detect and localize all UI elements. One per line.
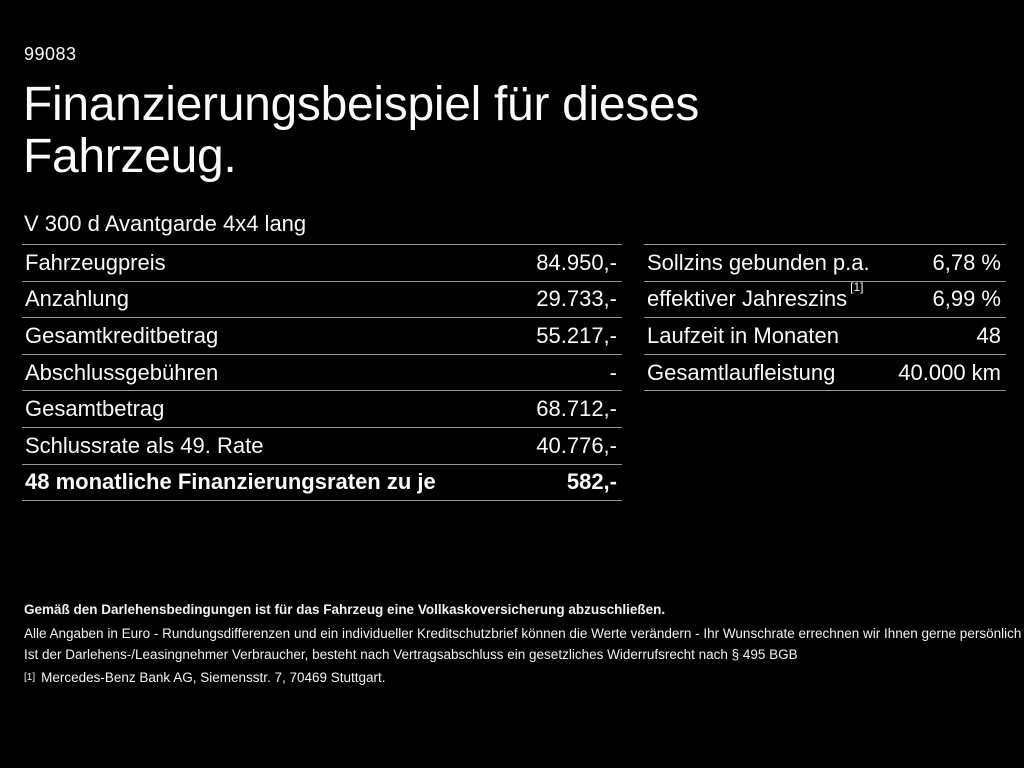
- page-title-line1: Finanzierungsbeispiel für dieses: [23, 78, 700, 131]
- row-label-text: effektiver Jahreszins: [647, 286, 848, 312]
- table-row-abschlussgebuehren: [22, 355, 622, 392]
- table-row-laufzeit: [644, 318, 1006, 355]
- row-label: Gesamtlaufleistung: [647, 359, 836, 385]
- table-row-anzahlung: [22, 282, 622, 319]
- footnote: [24, 670, 386, 685]
- row-label: Anzahlung: [25, 286, 129, 312]
- disclaimer-insurance: Gemäß den Darlehensbedingungen ist für das Fahrzeug eine Vollkaskoversicherung abzuschließen.: [24, 602, 666, 617]
- row-value: 40.776,-: [536, 432, 617, 458]
- row-value: 84.950,-: [536, 249, 617, 275]
- row-label: Abschlussgebühren: [25, 359, 219, 385]
- row-value: 6,78 %: [932, 249, 1001, 275]
- financing-table: [22, 244, 622, 501]
- row-label: Sollzins gebunden p.a.: [647, 249, 870, 275]
- table-row-sollzins: [644, 245, 1006, 282]
- row-label: [647, 280, 864, 312]
- table-row-gesamtkreditbetrag: [22, 318, 622, 355]
- row-label: Fahrzeugpreis: [25, 249, 166, 275]
- conditions-table: [644, 244, 1006, 391]
- row-value: 48: [976, 322, 1001, 348]
- row-value: -: [609, 359, 617, 385]
- document-number: 99083: [24, 44, 77, 64]
- disclaimer-withdrawal: Ist der Darlehens-/Leasingnehmer Verbraucher, besteht nach Vertragsabschluss ein gesetzliches Widerrufsrecht nach § 495 BGB: [24, 647, 798, 662]
- disclaimer-euro-note: Alle Angaben in Euro - Rundungsdifferenzen und ein individueller Kreditschutzbrief können die Werte verändern - Ihr Wunschrate errechnen wir Ihnen gerne persönlich: [24, 626, 1022, 641]
- row-value: 55.217,-: [536, 322, 617, 348]
- row-label: Laufzeit in Monaten: [647, 322, 840, 348]
- row-label: Gesamtbetrag: [25, 396, 165, 422]
- row-value: 68.712,-: [536, 396, 617, 422]
- row-label: 48 monatliche Finanzierungsraten zu je: [25, 469, 436, 495]
- row-value: 40.000 km: [898, 359, 1001, 385]
- row-value: 582,-: [566, 469, 617, 495]
- row-value: 29.733,-: [536, 286, 617, 312]
- table-row-fahrzeugpreis: [22, 245, 622, 282]
- footnote-marker: [1]: [24, 672, 36, 683]
- page-title: [23, 79, 699, 183]
- page-title-line2: Fahrzeug.: [23, 130, 237, 183]
- footnote-text: Mercedes-Benz Bank AG, Siemensstr. 7, 70469 Stuttgart.: [41, 670, 386, 685]
- table-row-gesamtbetrag: [22, 391, 622, 428]
- table-row-schlussrate: [22, 428, 622, 465]
- row-value: 6,99 %: [932, 286, 1001, 312]
- row-label: Schlussrate als 49. Rate: [25, 432, 264, 458]
- vehicle-model: V 300 d Avantgarde 4x4 lang: [24, 211, 307, 236]
- footnote-reference: [1]: [850, 280, 864, 295]
- table-row-effektiver-jahreszins: [644, 282, 1006, 319]
- row-label: Gesamtkreditbetrag: [25, 322, 219, 348]
- table-row-gesamtlaufleistung: [644, 355, 1006, 392]
- table-row-monatsrate: [22, 465, 622, 502]
